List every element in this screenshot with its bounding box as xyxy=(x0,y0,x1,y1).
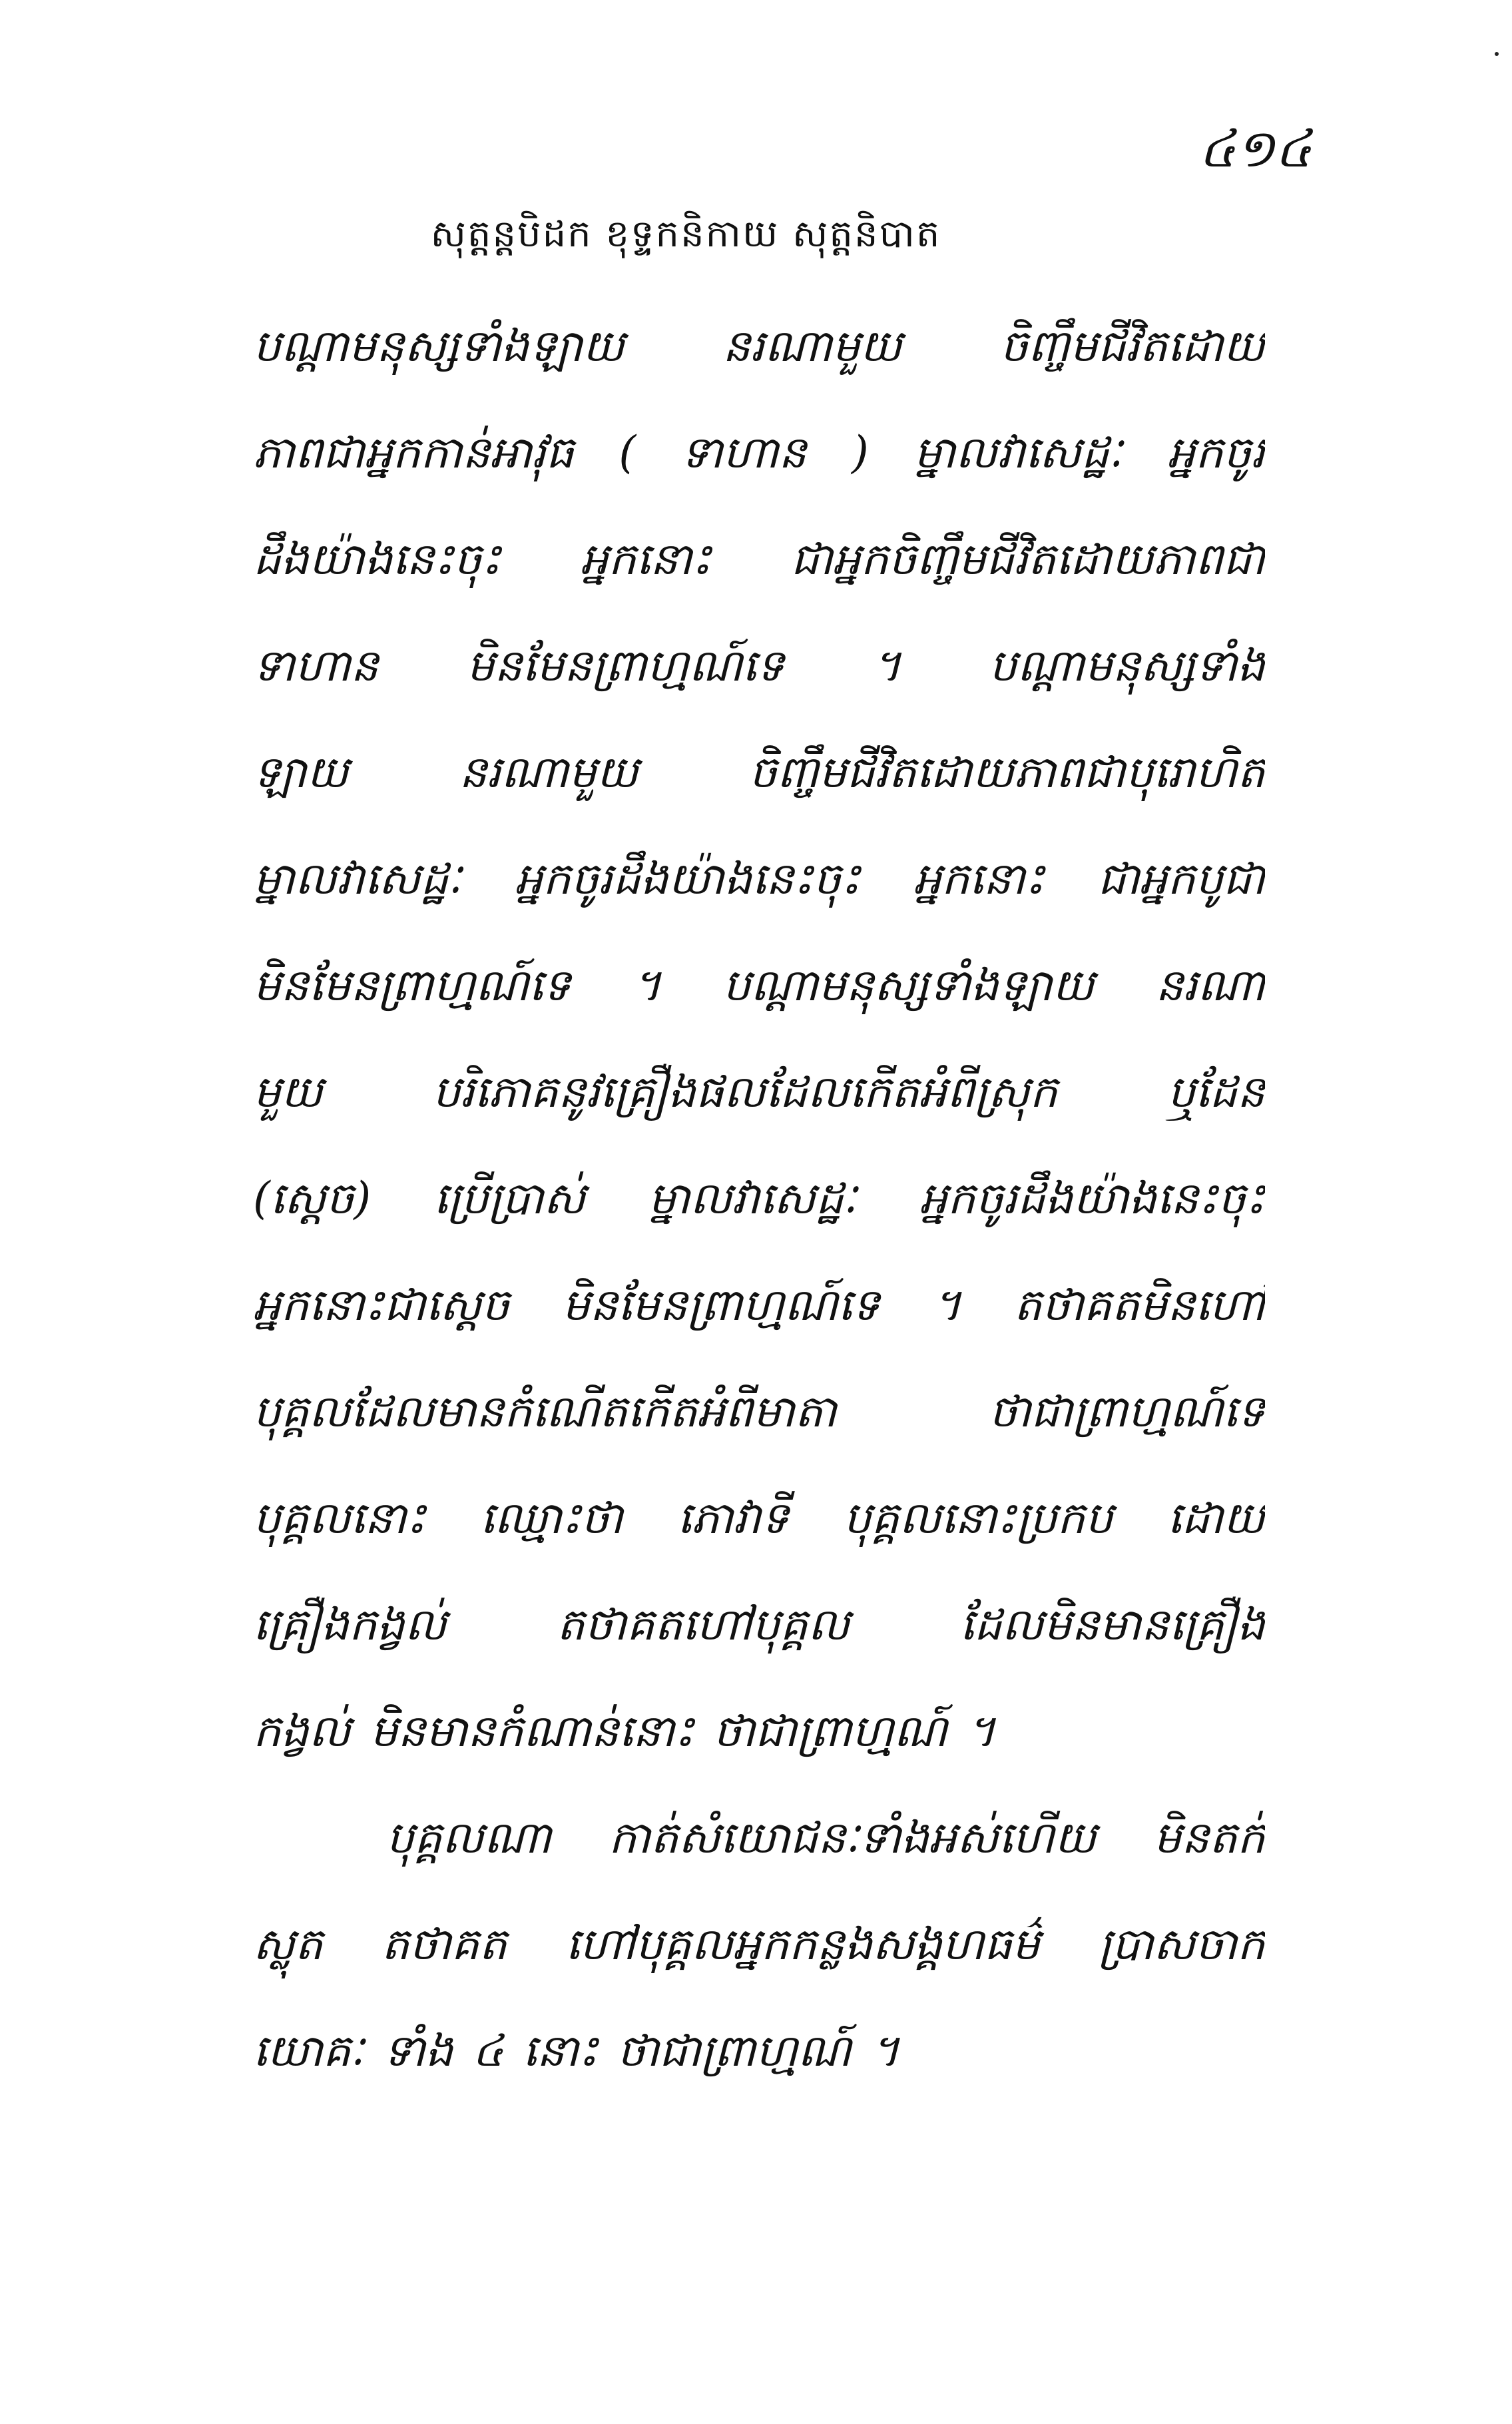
text-line: ដឹងយ៉ាងនេះចុះ អ្នកនោះ ជាអ្នកចិញ្ចឹមជីវិតដោយភាពជា xyxy=(253,533,1265,585)
text-line: អ្នកនោះជាស្តេច មិនមែនព្រាហ្មណ៍ទេ ។ តថាគតមិនហៅ xyxy=(253,1279,1265,1331)
text-line: គ្រឿងកង្វល់ តថាគតហៅបុគ្គល ដែលមិនមានគ្រឿង xyxy=(253,1599,1265,1650)
text-line: (ស្តេច) ប្រើប្រាស់ ម្នាលវាសេដ្ឋៈ អ្នកចូរដឹងយ៉ាងនេះចុះ xyxy=(253,1173,1265,1224)
running-header: សុត្តន្តបិដក ខុទ្ទកនិកាយ សុត្តនិបាត xyxy=(430,212,941,256)
text-line: មួយ បរិភោគនូវគ្រឿងផលដែលកើតអំពីស្រុក ឬដែន xyxy=(253,1066,1265,1117)
text-line: បុគ្គលដែលមានកំណើតកើតអំពីមាតា ថាជាព្រាហ្មណ៍ទេ xyxy=(253,1386,1265,1437)
body-text xyxy=(253,293,1265,2104)
page-number: ៤១៤ xyxy=(1198,119,1312,179)
text-line: កង្វល់ មិនមានកំណាន់នោះ ថាជាព្រាហ្មណ៍ ។ xyxy=(253,1705,996,1757)
text-line: បុគ្គលនោះ ឈ្មោះថា ភោវាទី បុគ្គលនោះប្រកប ដោយ xyxy=(253,1492,1265,1544)
text-line: ទាហាន មិនមែនព្រាហ្មណ៍ទេ ។ បណ្តាមនុស្សទាំង xyxy=(253,640,1265,691)
scan-speck xyxy=(1495,52,1499,56)
text-line: ម្នាលវាសេដ្ឋៈ អ្នកចូរដឹងយ៉ាងនេះចុះ អ្នកនោះ ជាអ្នកបូជា xyxy=(253,853,1265,904)
text-line: បណ្តាមនុស្សទាំងឡាយ នរណាមួយ ចិញ្ចឹមជីវិតដោយ xyxy=(253,320,1265,372)
text-line: បុគ្គលណា កាត់សំយោជនៈទាំងអស់ហើយ មិនតក់ xyxy=(386,1812,1265,1863)
text-line: មិនមែនព្រាហ្មណ៍ទេ ។ បណ្តាមនុស្សទាំងឡាយ នរណា xyxy=(253,960,1265,1011)
text-line: ឡាយ នរណាមួយ ចិញ្ចឹមជីវិតដោយភាពជាបុរោហិត xyxy=(253,747,1265,798)
text-line: ភាពជាអ្នកកាន់អាវុធ ( ទាហាន ) ម្នាលវាសេដ្ឋៈ អ្នកចូរ xyxy=(253,427,1265,478)
text-line: យោគៈ ទាំង ៤ នោះ ថាជាព្រាហ្មណ៍ ។ xyxy=(253,2025,900,2076)
text-line: ស្លុត តថាគត ហៅបុគ្គលអ្នកកន្លងសង្គហធម៌ ប្រាសចាក xyxy=(253,1919,1265,1970)
